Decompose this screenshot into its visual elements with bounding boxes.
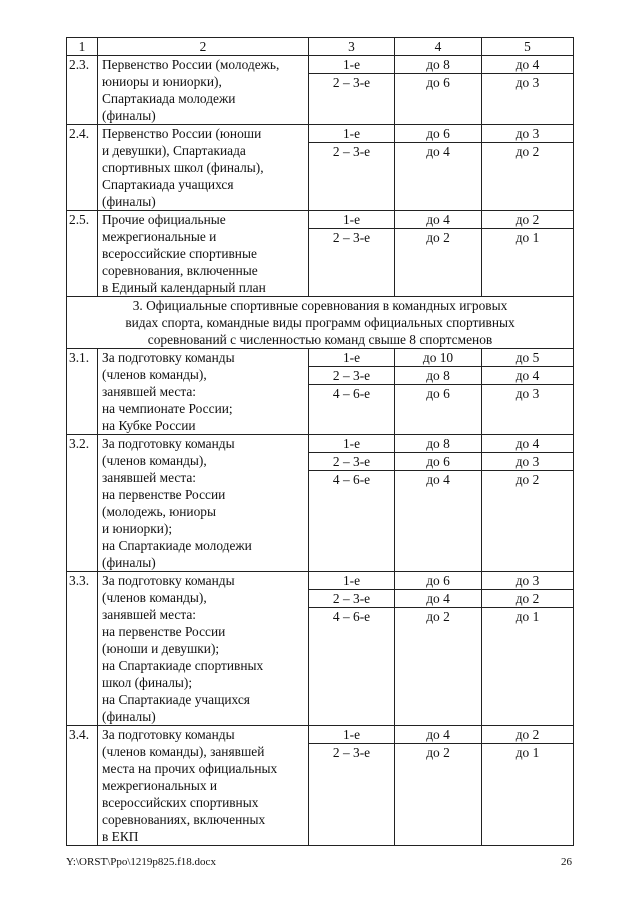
section-heading-line: видах спорта, командные виды программ официальных спортивных	[125, 315, 515, 330]
place-cell	[309, 435, 395, 572]
place-value: 1-е	[342, 436, 361, 451]
place-value: 1-е	[342, 126, 361, 141]
place-value: 2 – 3-е	[309, 366, 394, 384]
place-value: 4 – 6-е	[309, 607, 394, 625]
col4-value: до 4	[395, 142, 481, 160]
description-line: занявшей места:	[102, 607, 197, 622]
description-line: в ЕКП	[102, 829, 139, 844]
col5-value: до 2	[515, 727, 540, 742]
place-value: 4 – 6-е	[309, 384, 394, 402]
footer-page-number: 26	[561, 856, 572, 868]
table-row	[67, 726, 574, 846]
col4-cell	[395, 211, 482, 297]
col5-value: до 3	[482, 384, 573, 402]
description-line: всероссийские спортивные	[102, 246, 257, 261]
table-row	[67, 125, 574, 211]
place-cell	[309, 211, 395, 297]
section-heading-line: соревнований с численностью команд свыше 8 спортсменов	[147, 332, 493, 347]
place-value: 2 – 3-е	[309, 228, 394, 246]
col4-value: до 4	[426, 727, 450, 742]
place-value: 2 – 3-е	[309, 142, 394, 160]
description-line: в Единый календарный план	[102, 280, 266, 295]
row-number: 3.1.	[67, 349, 98, 435]
place-value: 1-е	[342, 573, 361, 588]
place-value: 1-е	[342, 727, 361, 742]
description-line: (членов команды),	[102, 453, 207, 468]
description-line: школ (финалы);	[102, 675, 193, 690]
col4-value: до 4	[395, 589, 481, 607]
award-table	[66, 37, 574, 846]
col5-cell	[482, 56, 574, 125]
col5-value: до 2	[482, 589, 573, 607]
description-line: (финалы)	[102, 555, 156, 570]
description-line: юниоры и юниорки),	[102, 74, 222, 89]
table-row	[67, 572, 574, 726]
col4-cell	[395, 349, 482, 435]
col4-value: до 2	[395, 607, 481, 625]
col5-value: до 3	[482, 73, 573, 91]
description-line: (членов команды),	[102, 590, 207, 605]
col4-value: до 10	[422, 350, 454, 365]
description-line: (финалы)	[102, 108, 156, 123]
col5-value: до 1	[482, 607, 573, 625]
col4-value: до 8	[426, 436, 450, 451]
description-line: и девушки), Спартакиада	[102, 143, 246, 158]
row-description	[98, 56, 309, 125]
description-line: (юноши и девушки);	[102, 641, 220, 656]
description-line: межрегиональные и	[102, 229, 217, 244]
col5-value: до 3	[482, 452, 573, 470]
col5-value: до 2	[482, 470, 573, 488]
col5-value: до 2	[515, 212, 540, 227]
description-line: на Спартакиаде учащихся	[102, 692, 250, 707]
row-number: 3.2.	[67, 435, 98, 572]
description-line: (финалы)	[102, 709, 156, 724]
col5-cell	[482, 572, 574, 726]
col5-value: до 5	[515, 350, 540, 365]
description-line: межрегиональных и	[102, 778, 218, 793]
description-line: За подготовку команды	[102, 573, 235, 588]
row-description	[98, 211, 309, 297]
col4-value: до 6	[395, 452, 481, 470]
description-line: Первенство России (юноши	[102, 126, 262, 141]
row-number: 3.4.	[67, 726, 98, 846]
col4-cell	[395, 56, 482, 125]
description-line: (молодежь, юниоры	[102, 504, 216, 519]
place-value: 1-е	[342, 57, 361, 72]
col4-value: до 2	[395, 228, 481, 246]
row-number: 2.5.	[67, 211, 98, 297]
description-line: и юниорки);	[102, 521, 173, 536]
header-col-1: 1	[67, 38, 98, 56]
row-number: 3.3.	[67, 572, 98, 726]
place-cell	[309, 56, 395, 125]
description-line: соревнованиях, включенных	[102, 812, 266, 827]
col5-cell	[482, 435, 574, 572]
table-row	[67, 435, 574, 572]
col5-cell	[482, 125, 574, 211]
row-description	[98, 726, 309, 846]
col5-value: до 1	[482, 228, 573, 246]
col4-cell	[395, 572, 482, 726]
col5-value: до 2	[482, 142, 573, 160]
table-header-row	[67, 38, 574, 56]
section-heading	[67, 297, 574, 349]
table-row	[67, 56, 574, 125]
place-value: 4 – 6-е	[309, 470, 394, 488]
description-line: на первенстве России	[102, 624, 226, 639]
col4-value: до 6	[395, 384, 481, 402]
place-value: 2 – 3-е	[309, 452, 394, 470]
col4-value: до 6	[426, 573, 450, 588]
place-value: 1-е	[342, 350, 361, 365]
col4-value: до 8	[426, 57, 450, 72]
description-line: занявшей места:	[102, 384, 197, 399]
col4-value: до 8	[395, 366, 481, 384]
col5-cell	[482, 726, 574, 846]
row-number: 2.4.	[67, 125, 98, 211]
place-cell	[309, 572, 395, 726]
description-line: на первенстве России	[102, 487, 226, 502]
description-line: соревнования, включенные	[102, 263, 258, 278]
col4-cell	[395, 726, 482, 846]
col5-cell	[482, 211, 574, 297]
description-line: Спартакиада молодежи	[102, 91, 236, 106]
description-line: Спартакиада учащихся	[102, 177, 234, 192]
col5-value: до 3	[515, 573, 540, 588]
col4-value: до 4	[395, 470, 481, 488]
col4-value: до 4	[426, 212, 450, 227]
description-line: на Спартакиаде молодежи	[102, 538, 252, 553]
description-line: всероссийских спортивных	[102, 795, 259, 810]
footer-file-path: Y:\ORST\Ppo\1219p825.f18.docx	[66, 856, 216, 868]
description-line: на Кубке России	[102, 418, 196, 433]
header-col-4: 4	[395, 38, 482, 56]
col4-cell	[395, 435, 482, 572]
row-description	[98, 435, 309, 572]
col5-cell	[482, 349, 574, 435]
description-line: на Спартакиаде спортивных	[102, 658, 264, 673]
description-line: на чемпионате России;	[102, 401, 233, 416]
place-cell	[309, 349, 395, 435]
description-line: За подготовку команды	[102, 727, 235, 742]
place-cell	[309, 726, 395, 846]
description-line: места на прочих официальных	[102, 761, 278, 776]
description-line: За подготовку команды	[102, 350, 235, 365]
place-cell	[309, 125, 395, 211]
col4-cell	[395, 125, 482, 211]
table-row	[67, 211, 574, 297]
description-line: (финалы)	[102, 194, 156, 209]
header-col-5: 5	[482, 38, 574, 56]
col5-value: до 4	[515, 57, 540, 72]
place-value: 2 – 3-е	[309, 73, 394, 91]
description-line: спортивных школ (финалы),	[102, 160, 264, 175]
row-description	[98, 125, 309, 211]
place-value: 2 – 3-е	[309, 589, 394, 607]
header-col-2: 2	[98, 38, 309, 56]
col5-value: до 1	[482, 743, 573, 761]
table-row	[67, 349, 574, 435]
section-heading-row	[67, 297, 574, 349]
place-value: 2 – 3-е	[309, 743, 394, 761]
col4-value: до 6	[426, 126, 450, 141]
section-heading-line: 3. Официальные спортивные соревнования в командных игровых	[132, 298, 508, 313]
description-line: (членов команды), занявшей	[102, 744, 265, 759]
description-line: За подготовку команды	[102, 436, 235, 451]
col5-value: до 3	[515, 126, 540, 141]
col5-value: до 4	[515, 436, 540, 451]
col5-value: до 4	[482, 366, 573, 384]
col4-value: до 6	[395, 73, 481, 91]
place-value: 1-е	[342, 212, 361, 227]
row-number: 2.3.	[67, 56, 98, 125]
col4-value: до 2	[395, 743, 481, 761]
row-description	[98, 572, 309, 726]
description-line: Прочие официальные	[102, 212, 226, 227]
description-line: занявшей места:	[102, 470, 197, 485]
description-line: Первенство России (молодежь,	[102, 57, 280, 72]
header-col-3: 3	[309, 38, 395, 56]
description-line: (членов команды),	[102, 367, 207, 382]
row-description	[98, 349, 309, 435]
